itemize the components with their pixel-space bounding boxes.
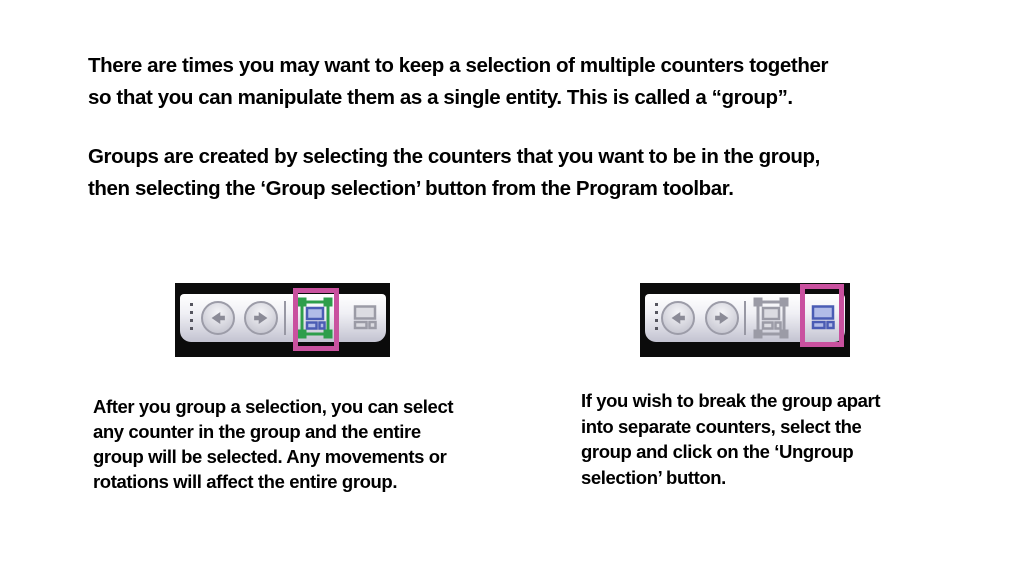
back-button <box>201 301 235 335</box>
text-line: Groups are created by selecting the counters that you want to be in the group, <box>88 145 820 168</box>
text-line: rotations will affect the entire group. <box>93 471 398 492</box>
text-line: group will be selected. Any movements or <box>93 446 447 467</box>
ungroup-selection-button <box>352 304 382 331</box>
forward-button <box>244 301 278 335</box>
group-caption <box>93 394 453 494</box>
toolbar-screenshot-group <box>175 283 390 357</box>
text-line: group and click on the ‘Ungroup <box>581 441 854 462</box>
group-highlight-box <box>293 288 339 351</box>
grip-dots-icon <box>655 303 658 330</box>
text-line: After you group a selection, you can select <box>93 396 454 417</box>
ungroup-highlight-box <box>800 284 844 347</box>
left-arrow-icon <box>667 307 689 329</box>
forward-button <box>705 301 739 335</box>
howto-paragraph <box>88 141 820 205</box>
text-line: so that you can manipulate them as a single entity. This is called a “group”. <box>88 86 793 109</box>
back-button <box>661 301 695 335</box>
ungroup-selection-icon <box>352 304 382 331</box>
group-selection-icon <box>752 295 790 341</box>
right-arrow-icon <box>250 307 272 329</box>
text-line: selection’ button. <box>581 466 726 488</box>
toolbar-screenshot-ungroup <box>640 283 850 357</box>
grip-dots-icon <box>190 303 193 330</box>
program-toolbar <box>180 294 386 342</box>
text-line: into separate counters, select the <box>581 415 862 437</box>
intro-paragraph <box>88 50 828 114</box>
group-selection-button <box>752 295 790 341</box>
left-arrow-icon <box>207 307 229 329</box>
right-arrow-icon <box>711 307 733 329</box>
text-line: any counter in the group and the entire <box>93 421 421 442</box>
text-line: If you wish to break the group apart <box>581 390 881 411</box>
text-line: then selecting the ‘Group selection’ button from the Program toolbar. <box>88 177 734 200</box>
text-line: There are times you may want to keep a selection of multiple counters together <box>88 54 829 77</box>
ungroup-caption <box>581 388 880 490</box>
toolbar-separator <box>744 301 746 335</box>
toolbar-separator <box>284 301 286 335</box>
